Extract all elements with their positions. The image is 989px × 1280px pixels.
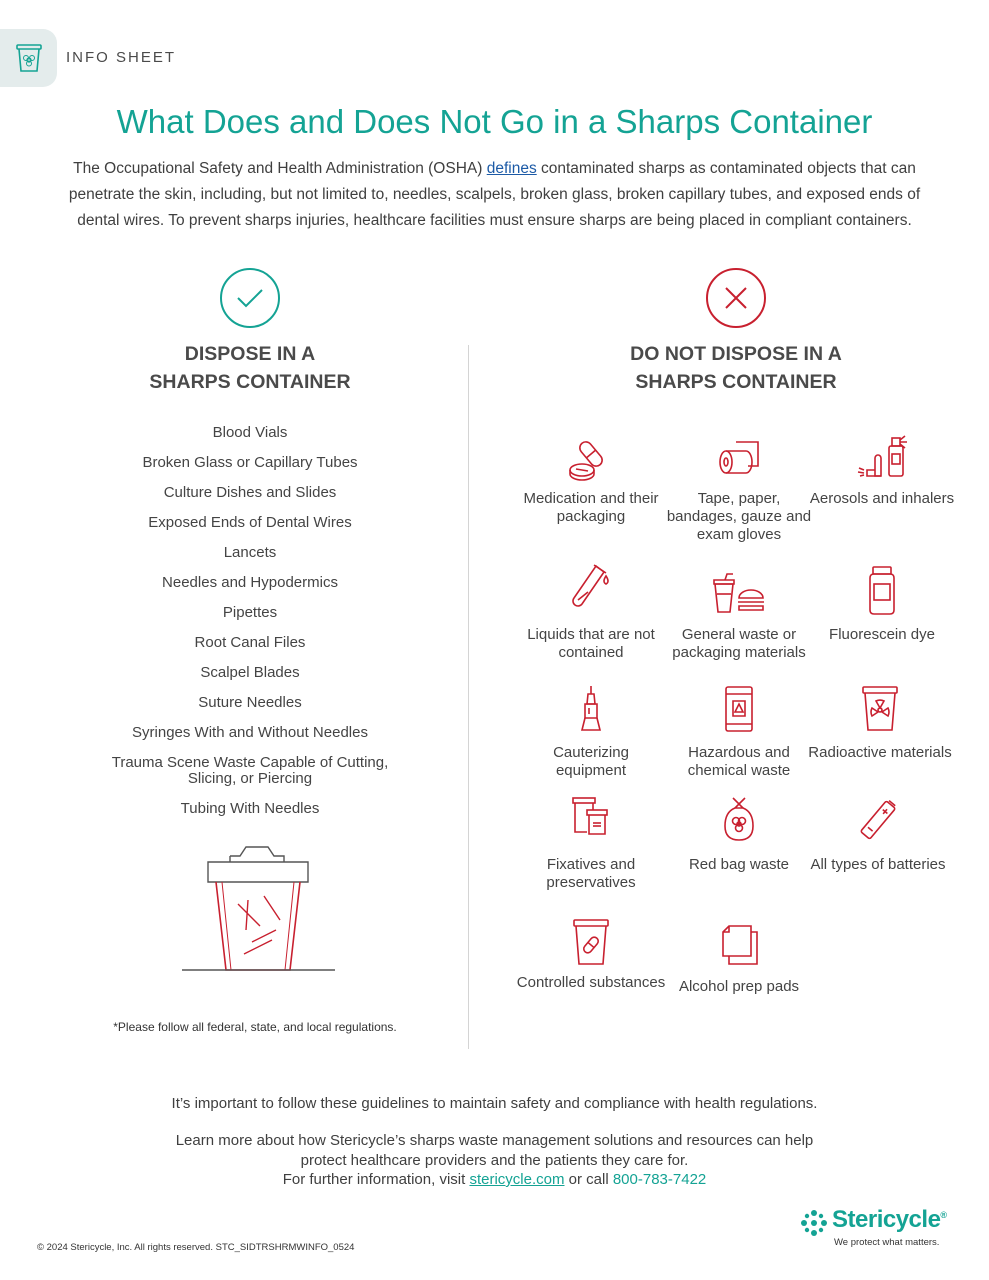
dispose-heading-line1: DISPOSE IN A bbox=[184, 343, 316, 365]
page-title: What Does and Does Not Go in a Sharps Container bbox=[116, 103, 873, 140]
specimen-containers-icon bbox=[569, 796, 613, 838]
tape-roll-icon bbox=[714, 436, 764, 482]
intro-text-end: contaminated sharps as contaminated objects that can penetrate the skin, including, but not limited to, needles, scalpels, broken glass, broken capillary tubes, and exposed ends of dental wires. To prevent sharps injuries, healthcare facilities must ensure sharps are being placed in compliant containers. bbox=[68, 160, 921, 229]
item-label: Aerosols and inhalers bbox=[809, 490, 955, 507]
item-label: Fluorescein dye bbox=[829, 626, 935, 643]
logo-brand-text: Stericycle bbox=[832, 1206, 941, 1233]
item-label: General waste or packaging materials bbox=[672, 626, 806, 661]
list-item: Trauma Scene Waste Capable of Cutting, Slicing, or Piercing bbox=[111, 754, 389, 787]
dispose-heading-line2: SHARPS CONTAINER bbox=[149, 371, 351, 393]
item-label: Liquids that are not contained bbox=[527, 626, 655, 661]
column-divider bbox=[468, 345, 469, 1049]
website-link[interactable]: stericycle.com bbox=[469, 1171, 565, 1188]
dispose-list bbox=[90, 419, 410, 825]
controlled-substance-bin-icon bbox=[571, 918, 611, 966]
logo-tagline: We protect what matters. bbox=[834, 1237, 940, 1248]
list-item: Root Canal Files bbox=[194, 634, 306, 651]
footer-learn-more-line2: protect healthcare providers and the patients they care for. bbox=[300, 1151, 689, 1169]
hazardous-drum-icon bbox=[719, 684, 759, 734]
item-label: All types of batteries bbox=[810, 856, 946, 873]
do-not-dispose-heading-line1: DO NOT DISPOSE IN A bbox=[630, 343, 842, 365]
item-fluorescein bbox=[807, 564, 957, 644]
jar-icon bbox=[862, 564, 902, 616]
list-item: Suture Needles bbox=[198, 694, 302, 711]
regulations-note: *Please follow all federal, state, and local regulations. bbox=[113, 1020, 397, 1034]
item-label: Radioactive materials bbox=[808, 744, 952, 761]
item-liquids bbox=[516, 562, 666, 662]
sharps-container-illustration bbox=[180, 844, 338, 974]
list-item: Syringes With and Without Needles bbox=[132, 724, 368, 741]
footer-guidelines: It’s important to follow these guidelines to maintain safety and compliance with health regulations. bbox=[171, 1095, 818, 1112]
check-circle-icon bbox=[219, 267, 281, 329]
defines-link[interactable]: defines bbox=[486, 160, 537, 177]
list-item: Pipettes bbox=[222, 604, 278, 621]
battery-icon bbox=[856, 798, 900, 842]
phone-number[interactable]: 800-783-7422 bbox=[612, 1171, 707, 1188]
item-label: Tape, paper, bandages, gauze and exam gloves bbox=[666, 490, 812, 543]
copyright: © 2024 Stericycle, Inc. All rights reserved. STC_SIDTRSHRMWINFO_0524 bbox=[37, 1242, 355, 1253]
item-alcohol-pads bbox=[664, 922, 814, 996]
info-sheet-label: INFO SHEET bbox=[66, 49, 177, 66]
footer-contact-mid: or call bbox=[564, 1171, 613, 1188]
footer-contact bbox=[0, 1170, 989, 1190]
list-item: Broken Glass or Capillary Tubes bbox=[142, 454, 358, 471]
item-cauterizing bbox=[516, 684, 666, 780]
item-label: Controlled substances bbox=[516, 974, 666, 991]
pill-icon bbox=[566, 436, 616, 482]
list-item: Needles and Hypodermics bbox=[162, 574, 338, 591]
biohazard-bag-icon bbox=[719, 796, 759, 842]
logo-brand bbox=[832, 1206, 947, 1234]
list-item: Tubing With Needles bbox=[180, 800, 320, 817]
item-hazardous bbox=[664, 684, 814, 780]
item-label: Fixatives and preservatives bbox=[546, 856, 636, 891]
test-tube-icon bbox=[566, 562, 616, 612]
item-label: Medication and their packaging bbox=[523, 490, 659, 525]
item-label: Alcohol prep pads bbox=[678, 978, 800, 995]
biohazard-bin-icon bbox=[16, 43, 42, 73]
footer-learn-more-line1: Learn more about how Stericycle’s sharps waste management solutions and resources can help bbox=[175, 1132, 814, 1149]
dispose-heading bbox=[100, 340, 400, 396]
item-label: Cauterizing equipment bbox=[553, 744, 629, 779]
item-general-waste bbox=[664, 572, 814, 662]
stericycle-logo-mark bbox=[800, 1209, 828, 1237]
info-sheet-tab bbox=[0, 29, 57, 87]
item-red-bag bbox=[664, 796, 814, 874]
item-medication bbox=[516, 436, 666, 526]
prep-pad-icon bbox=[717, 922, 761, 966]
logo-registered-mark: ® bbox=[940, 1210, 947, 1220]
list-item: Exposed Ends of Dental Wires bbox=[148, 514, 352, 531]
footer-learn-more bbox=[0, 1131, 989, 1190]
do-not-dispose-heading bbox=[586, 340, 886, 396]
item-label: Red bag waste bbox=[688, 856, 790, 873]
item-fixatives bbox=[516, 796, 666, 892]
intro-text-start: The Occupational Safety and Health Administration (OSHA) bbox=[73, 160, 487, 177]
x-circle-icon bbox=[705, 267, 767, 329]
item-aerosols bbox=[807, 430, 957, 508]
item-tape-paper bbox=[664, 436, 814, 544]
item-batteries bbox=[803, 798, 953, 874]
footer-contact-prefix: For further information, visit bbox=[282, 1171, 470, 1188]
item-controlled-substances bbox=[516, 918, 666, 992]
item-radioactive bbox=[805, 684, 955, 762]
aerosol-inhaler-icon bbox=[855, 430, 909, 482]
food-waste-icon bbox=[711, 572, 767, 614]
list-item: Lancets bbox=[223, 544, 277, 561]
list-item: Scalpel Blades bbox=[200, 664, 300, 681]
list-item: Blood Vials bbox=[212, 424, 288, 441]
cautery-pen-icon bbox=[576, 684, 606, 734]
radioactive-bin-icon bbox=[860, 684, 900, 734]
intro-paragraph bbox=[60, 156, 929, 234]
list-item: Culture Dishes and Slides bbox=[163, 484, 337, 501]
item-label: Hazardous and chemical waste bbox=[687, 744, 791, 779]
do-not-dispose-heading-line2: SHARPS CONTAINER bbox=[635, 371, 837, 393]
